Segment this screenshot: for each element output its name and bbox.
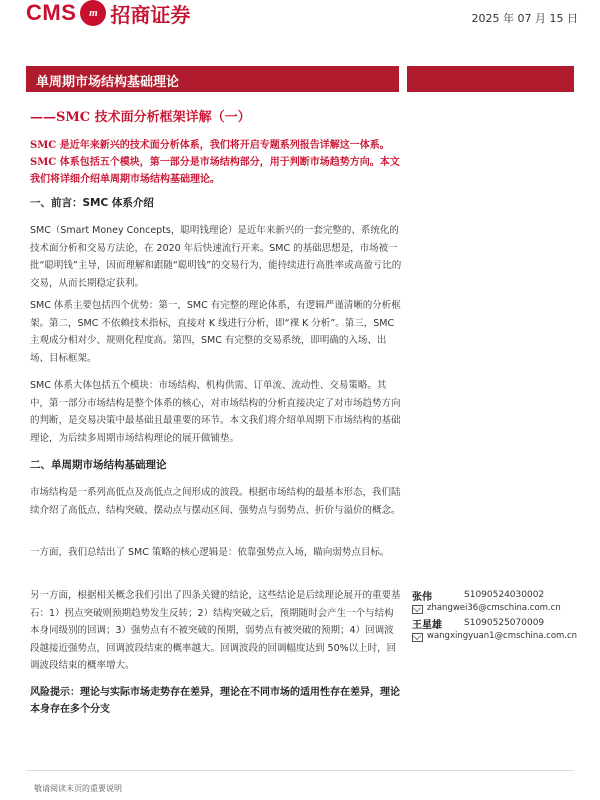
analyst-email[interactable]: zhangwei36@cmschina.com.cn xyxy=(427,603,561,613)
logo-company-name: 招商证券 xyxy=(110,2,191,27)
title-banner xyxy=(26,66,399,92)
section-1-paragraph-1: SMC（Smart Money Concepts，聪明钱理论）是近年来新兴的一套完整的、系统化的技术面分析和交易方法论，在 2020 年后快速流行开来。SMC 的基础思想是，市场被一批“聪明钱”主导，因而理解和跟随“聪明钱”的交易行为，能持续进行高胜率或高盈亏比的交易，从而长期稳定获利。 xyxy=(30,225,402,289)
section-2-paragraph-2: 一方面，我们总结出了 SMC 策略的核心逻辑是：依靠强势点入场，瞄向弱势点目标。 xyxy=(30,547,390,558)
section-1-paragraph-2: SMC 体系主要包括四个优势：第一，SMC 有完整的理论体系，有逻辑严谨清晰的分析框架。第二，SMC 不依赖技术指标，直接对 K 线进行分析，即“裸 K 分析”。第三，SMC 主观成分相对少、规则化程度高。第四，SMC 有完整的交易系统，即明确的入场、出场、目标框架。 xyxy=(30,300,401,364)
analyst-panel xyxy=(412,588,582,644)
page-header xyxy=(0,0,600,36)
section-1-heading: 一、前言：SMC 体系介绍 xyxy=(30,197,154,209)
analyst-entry xyxy=(412,616,582,642)
cms-logo xyxy=(26,0,190,26)
mail-icon xyxy=(412,633,423,642)
section-2-paragraph-1: 市场结构是一系列高低点及高低点之间形成的波段。根据市场结构的最基本形态，我们陆续介绍了高低点、结构突破、摆动点与摆动区间、强势点与弱势点、折价与溢价的概念。 xyxy=(30,487,401,516)
section-2-heading: 二、单周期市场结构基础理论 xyxy=(30,459,167,471)
footer-note: 敬请阅读末页的重要说明 xyxy=(34,784,122,793)
abstract-text: SMC 是近年来新兴的技术面分析体系，我们将开启专题系列报告详解这一体系。SMC 体系包括五个模块，第一部分是市场结构部分，用于判断市场趋势方向。本文我们将详细介绍单周期市场结构基础理论。 xyxy=(30,140,400,185)
analyst-license-id: S1090525070009 xyxy=(464,618,545,628)
logo-text: CMS xyxy=(26,0,77,25)
analyst-email[interactable]: wangxingyuan1@cmschina.com.cn xyxy=(427,631,578,641)
analyst-entry xyxy=(412,588,582,614)
logo-badge-icon: m xyxy=(80,0,106,26)
risk-warning: 风险提示：理论与实际市场走势存在差异，理论在不同市场的适用性存在差异，理论本身存在多个分支 xyxy=(30,687,400,715)
footer-divider xyxy=(26,770,574,771)
report-date: 2025 年 07 月 15 日 xyxy=(471,12,578,25)
section-2-paragraph-3: 另一方面，根据相关概念我们引出了四条关键的结论，这些结论是后续理论展开的重要基石：1）拐点突破则预期趋势发生反转；2）结构突破之后，预期随时会产生一个与结构本身同级别的回调；3）强势点有不被突破的预期，弱势点有被突破的预期；4）回调波段越接近强势点，回调波段结束的概率越大。回调波段的回调幅度达到 50%以上时，回调波段结束的概率增大。 xyxy=(30,590,401,671)
analyst-name: 张伟 xyxy=(412,591,432,603)
report-subtitle: ——SMC 技术面分析框架详解（一） xyxy=(30,110,251,125)
side-banner xyxy=(407,66,574,92)
mail-icon xyxy=(412,605,423,614)
report-title: 单周期市场结构基础理论 xyxy=(36,75,180,90)
analyst-license-id: S1090524030002 xyxy=(464,590,545,600)
section-1-paragraph-3: SMC 体系大体包括五个模块：市场结构、机构供需、订单流、流动性、交易策略。其中，第一部分市场结构是整个体系的核心，对市场结构的分析直接决定了对市场趋势方向的判断，是交易决策中最基础且最重要的环节。本文我们将介绍单周期下市场结构的基础理论，为后续多周期市场结构理论的展开做铺垫。 xyxy=(30,380,401,444)
analyst-name: 王星雄 xyxy=(412,619,442,631)
